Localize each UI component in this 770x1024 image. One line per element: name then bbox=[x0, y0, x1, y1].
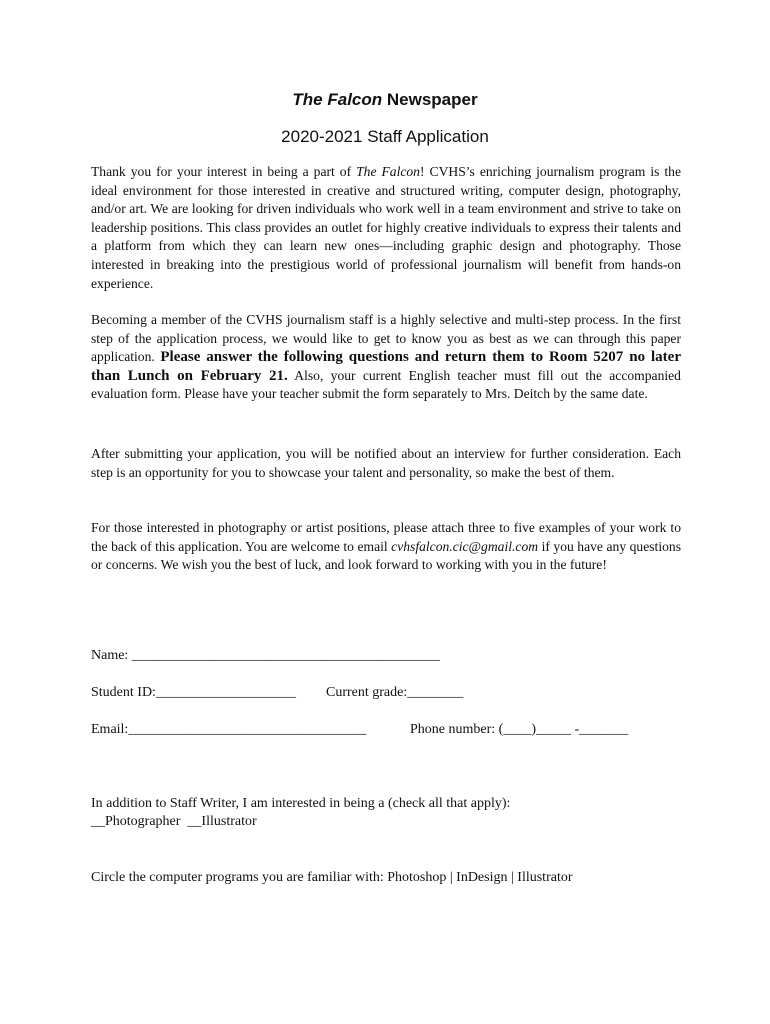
intro-text-b: ! CVHS’s enriching journalism program is the ideal environment for those interested in creative and structured writing, computer design, photography, and/or art. We are looking for driven individuals who work well in a team environment and strive to take on leadership positions. This class provides an outlet for highly creative individuals to express their talents and a platform from which they can learn new ones—including graphic design and photography. Those interested in breaking into the prestigious world of professional journalism will benefit from hands-on experience. bbox=[91, 164, 681, 291]
deadline-instruction: Please answer the following questions and return them to Room 5207 no later than Lunch on February 21. bbox=[91, 349, 681, 384]
programs-question[interactable]: Circle the computer programs you are familiar with: Photoshop | InDesign | Illustrator bbox=[91, 870, 573, 885]
email-field[interactable]: Email:__________________________________ bbox=[91, 722, 367, 737]
phone-field[interactable]: Phone number: (____)_____ -_______ bbox=[410, 722, 629, 737]
current-grade-field[interactable]: Current grade:________ bbox=[326, 685, 464, 700]
title-publication-name: The Falcon bbox=[292, 90, 383, 109]
interview-paragraph: After submitting your application, you will be notified about an interview for further consideration. Each step is an opportunity for you to showcase your talent and personality, so make the best of them. bbox=[91, 446, 681, 480]
portfolio-text-b: if you have any questions or concerns. We wish you the best of luck, and look forward to working with you in the future! bbox=[91, 538, 681, 573]
process-text-a: Becoming a member of the CVHS journalism staff is a highly selective and multi-step process. In the first step of the application process, we would like to get to know you as best as we can through this paper application. bbox=[91, 312, 681, 365]
portfolio-paragraph bbox=[91, 519, 681, 575]
portfolio-text-a: For those interested in photography or artist positions, please attach three to five examples of your work to the back of this application. You are welcome to email bbox=[91, 520, 681, 554]
interest-checkboxes[interactable]: __Photographer __Illustrator bbox=[91, 814, 257, 829]
contact-email: cvhsfalcon.cic@gmail.com bbox=[391, 538, 539, 554]
page-title bbox=[0, 90, 770, 110]
interest-prompt: In addition to Staff Writer, I am interested in being a (check all that apply): bbox=[91, 796, 511, 811]
intro-text-a: Thank you for your interest in being a part of bbox=[91, 164, 357, 179]
page-subtitle: 2020-2021 Staff Application bbox=[281, 127, 489, 146]
name-field[interactable]: Name: ____________________________________________ bbox=[91, 648, 440, 663]
student-id-field[interactable]: Student ID:____________________ bbox=[91, 685, 296, 700]
process-paragraph bbox=[91, 311, 681, 404]
intro-paragraph bbox=[91, 163, 681, 293]
process-text-b: Also, your current English teacher must fill out the accompanied evaluation form. Please have your teacher submit the form separately to Mrs. Deitch by the same date. bbox=[91, 367, 681, 402]
title-suffix: Newspaper bbox=[382, 90, 478, 109]
intro-publication-name: The Falcon bbox=[356, 164, 420, 179]
